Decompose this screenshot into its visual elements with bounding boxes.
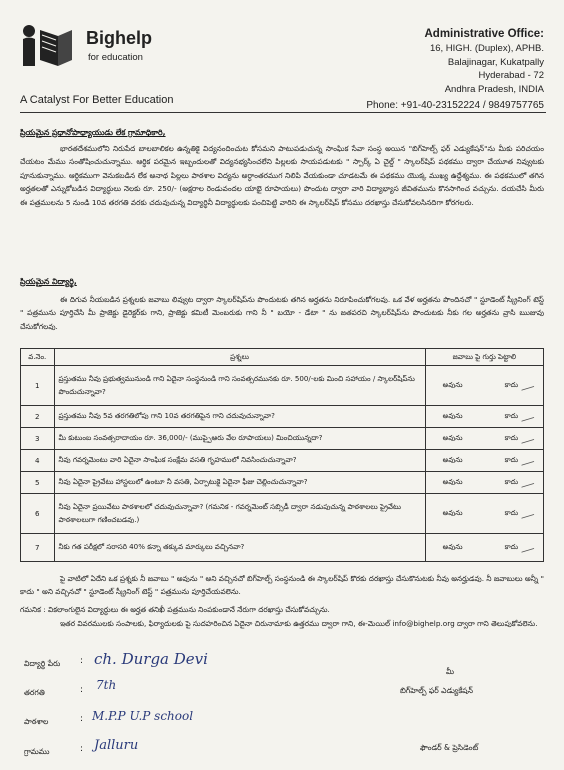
- yes-option[interactable]: అవును: [442, 433, 463, 442]
- class-label: తరగతి: [24, 688, 45, 697]
- salutation-headmaster: ప్రియమైన ప్రధానోపాధ్యాయుడు లేక గ్రామాధికారి,: [20, 128, 166, 137]
- village-label: గ్రామము: [24, 747, 50, 756]
- eligibility-note: పై వాటిలో ఏదేని ఒక ప్రశ్నకు నీ జవాబు " అవును " అని వచ్చినచో బిగ్‌హెల్ప్ సంస్థనుండి ఈ స్కాలర్‌షిప్ కొరకు దరఖాస్తు చేసుకొనుటకు నీవు అనర్హుడవు. నీ జవాబులు అన్నీ " కాదు " అని వచ్చినచో " స్టూడెంట్ స్క్రీనింగ్ టెస్ట్ " పత్రమును పూర్తిచేయవలెను.: [20, 574, 544, 597]
- brand-subtitle: for education: [88, 52, 143, 63]
- tagline: A Catalyst For Better Education: [20, 94, 174, 106]
- village-field[interactable]: Jalluru: [94, 738, 139, 753]
- row-question: నీవు గవర్నమెంటు వారి ఏదైనా సాంఘిక సంక్షేమ వసతి గృహములో నివసించుచున్నావా?: [54, 450, 425, 472]
- table-row: [21, 366, 544, 406]
- brand-name: Bighelp: [86, 28, 152, 48]
- header-answer: జవాబు పై గుర్తు పెట్టాలి: [425, 349, 543, 366]
- no-option[interactable]: కాదు: [504, 508, 518, 517]
- table-row: [21, 450, 544, 472]
- yes-option[interactable]: అవును: [442, 380, 463, 389]
- row-question: నీవు ఏదైనా ప్రైవేటు హాస్టలులో ఉంటూ నీ వసతి, ఏర్పాటుకై ఏదైనా ఫీజు చెల్లించుచున్నావా?: [54, 472, 425, 494]
- row-number: 4: [21, 450, 55, 472]
- office-address-block: [366, 26, 544, 113]
- signoff-yours: మీ: [446, 667, 455, 676]
- yes-option[interactable]: అవును: [442, 455, 463, 464]
- colon: :: [80, 744, 84, 754]
- address-line: Hyderabad - 72: [478, 70, 544, 82]
- answer-cell[interactable]: [425, 428, 543, 450]
- yes-option[interactable]: అవును: [442, 508, 463, 517]
- colon: :: [80, 656, 84, 666]
- row-number: 1: [21, 366, 55, 406]
- address-line: Andhra Pradesh, INDIA: [444, 83, 544, 95]
- contact-note: ఇతర వివరములకు సంపాలకు, ఫిర్యాదులకు పై సుదహరించిన ఏదైనా చిరునామాకు ఉత్తరము ద్వారా గాని, ఈ-మెయిల్ info@bighelp.org ద్వారా గాని తెలుపుకోవలెను.: [60, 619, 538, 628]
- table-row: [21, 472, 544, 494]
- no-option[interactable]: కాదు: [504, 380, 518, 389]
- eligibility-table: [20, 348, 544, 562]
- header-questions: ప్రశ్నలు: [54, 349, 425, 366]
- disability-note: గమనిక : వికలాంగులైన విద్యార్థులు ఈ అర్హత తనిఖీ పత్రమును నింపకుండానే నేరుగా దరఖాస్తు చేసుకోవచ్చును.: [20, 605, 330, 614]
- yes-option[interactable]: అవును: [442, 542, 463, 551]
- table-row: [21, 494, 544, 534]
- yes-option[interactable]: అవును: [442, 477, 463, 486]
- table-row: [21, 406, 544, 428]
- row-number: 7: [21, 534, 55, 562]
- table-row: [21, 534, 544, 562]
- intro-paragraph: భారతదేశములోని నిరుపేద బాలబాలికల ఉన్నతికై విద్యనందించుట కోసమని పాటుపడుచున్న సాంఘిక సేవా సంస్థ అయిన "బిగ్‌హెల్ప్ ఫర్ ఎడ్యుకేషన్"ను మీకు పరిచయం చేయటం మేము సంతోషించుచున్నాము. ఆర్థిక పరమైన ఇబ్బందులతో విద్యనభ్యసించలేని పిల్లలకు సాయపడుటకు " స్పార్క్ ఏ చైల్డ్ " స్కాలర్‌షిప్ పథకము ద్వారా చేయూత నివ్వుటకు పూనుకున్నాము. ఆర్థికముగా వెనుకబడిన లేక అనాథ పిల్లలు పాఠశాల విద్యను అర్ధాంతరముగ నిలిపి వేయకుండా చూడటమే ఈ పథకము యొక్క ముఖ్య ఉద్దేశ్యము. ఈ పథకములో తగిన అర్హతలతో ఎన్నుకోబడిన విద్యార్థులు నెలకు రూ. 250/- (అక్షరాల రెండువందల యాభై రూపాయలు) పొందుట ద్వారా వారి విద్యాభ్యాస జీవితమును కొనసాగించ వచ్చును. దయచేసి మీరు ఈ పత్రములను 5 నుండి 10వ తరగతి వరకు చదువుచున్న విద్యార్థినీ విద్యార్థులకు పంచిపెట్టి వారిని ఈ స్కాలర్‌షిప్ కోసము దరఖాస్తు చేసుకోవలసినదిగా కోరగలరు.: [20, 144, 544, 207]
- answer-cell[interactable]: [425, 534, 543, 562]
- header-divider: [20, 112, 546, 113]
- answer-cell[interactable]: [425, 472, 543, 494]
- student-instructions: ఈ దిగువ నీయబడిన ప్రశ్నలకు జవాబు లివ్వుట ద్వారా స్కాలర్‌షిప్‌ను పొందుటకు తగిన అర్హతను నిరూపించుకోగలవు. ఒక వేళ అర్హతను పొందినచో " స్టూడెంట్ స్క్రీనింగ్ టెస్ట్ " పత్రమును పూర్తిచేసి మీ ప్రాజెక్టు డైరెక్టర్‌కు గాని, ప్రాజెక్టు కమిటీ మెంబరుకు గాని నీ " బయో - డేటా " ను జతపరచి స్కాలర్‌షిప్‌ను పొందుటకు నీకు గల అర్హతను వ్రాసి ఋజువు చేసుకోగలవు.: [20, 295, 544, 331]
- no-option[interactable]: కాదు: [504, 542, 518, 551]
- row-number: 5: [21, 472, 55, 494]
- address-line: 16, HIGH. (Duplex), APHB.: [429, 43, 544, 54]
- colon: :: [80, 685, 84, 695]
- table-row: [21, 428, 544, 450]
- school-field[interactable]: M.P.P U.P school: [92, 709, 194, 723]
- answer-cell[interactable]: [425, 366, 543, 406]
- row-question: ప్రస్తుతము నీవు 5వ తరగతిలోపు గాని 10వ తరగతిపైన గాని చదువుచున్నావా?: [54, 406, 425, 428]
- school-label: పాఠశాల: [24, 717, 49, 726]
- table-header-row: [21, 349, 544, 366]
- answer-cell[interactable]: [425, 450, 543, 472]
- row-question: నీకు గత పరీక్షలో సరాసరి 40% కన్నా తక్కువ మార్కులు వచ్చినవా?: [54, 534, 425, 562]
- office-title: Administrative Office:: [424, 28, 544, 40]
- student-name-field[interactable]: ch. Durga Devi: [94, 650, 208, 668]
- signoff-title: ఫౌండర్ & ప్రెసిడెంట్: [420, 743, 479, 752]
- class-field[interactable]: 7th: [96, 678, 117, 692]
- no-option[interactable]: కాదు: [504, 477, 518, 486]
- bighelp-logo: [20, 22, 76, 70]
- colon: :: [80, 714, 84, 724]
- row-number: 3: [21, 428, 55, 450]
- answer-cell[interactable]: [425, 494, 543, 534]
- no-option[interactable]: కాదు: [504, 411, 518, 420]
- yes-option[interactable]: అవును: [442, 411, 463, 420]
- header-serial: వ.నెం.: [21, 349, 55, 366]
- row-question: ప్రస్తుతము నీవు ప్రభుత్వమునుండి గాని ఏదైనా సంస్థనుండి గాని సంవత్సరమునకు రూ. 500/-లకు మించి సహాయం / స్కాలర్‌షిప్‌ను పొందుచున్నావా?: [54, 366, 425, 406]
- row-number: 2: [21, 406, 55, 428]
- student-name-label: విద్యార్థి పేరు: [24, 659, 61, 668]
- no-option[interactable]: కాదు: [504, 455, 518, 464]
- row-number: 6: [21, 494, 55, 534]
- row-question: మీ కుటుంబ సంవత్సరాదాయం రూ. 36,000/- (ముప్పైఆరు వేల రూపాయలు) మించియున్నదా?: [54, 428, 425, 450]
- signoff-organisation: బిగ్‌హెల్ప్ ఫర్ ఎడ్యుకేషన్: [400, 686, 473, 695]
- salutation-student: ప్రియమైన విద్యార్థి,: [20, 277, 77, 286]
- answer-cell[interactable]: [425, 406, 543, 428]
- no-option[interactable]: కాదు: [504, 433, 518, 442]
- office-phone: Phone: +91-40-23152224 / 9849757765: [366, 100, 544, 112]
- row-question: నీవు ఏదైనా ప్రయివేటు పాఠశాలలో చదువుచున్నావా? (గమనిక - గవర్నమెంట్ సబ్సిడీ ద్వారా నడుపుచున్న పాఠశాలలు ప్రైవేటు పాఠశాలలుగా గణించబడవు.): [54, 494, 425, 534]
- address-line: Balajinagar, Kukatpally: [447, 56, 544, 68]
